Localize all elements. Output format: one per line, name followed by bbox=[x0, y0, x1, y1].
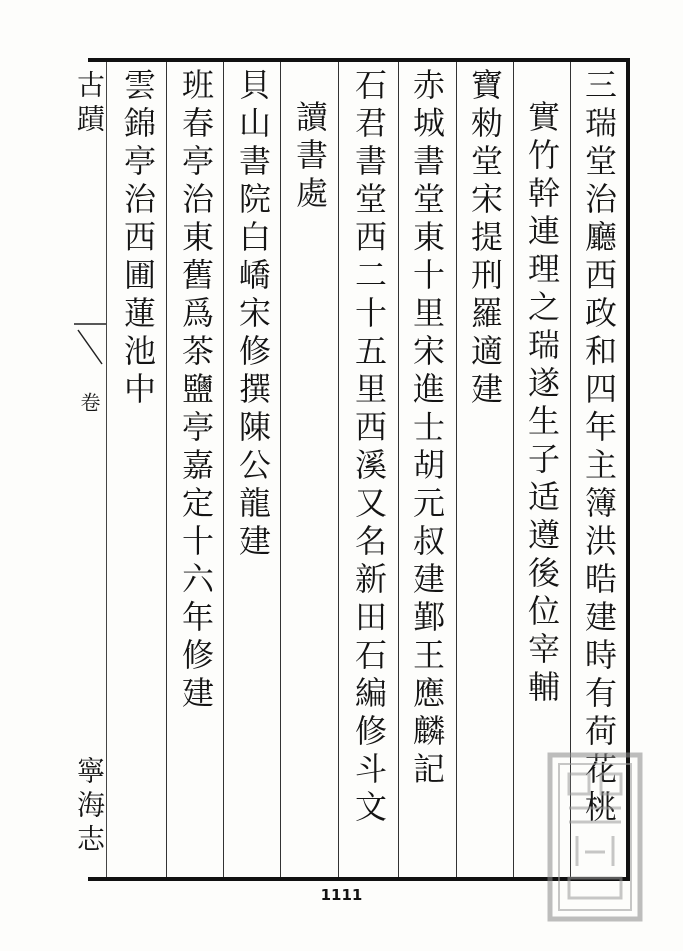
text-column-6 bbox=[289, 100, 331, 900]
column-divider bbox=[280, 62, 281, 877]
column-divider bbox=[513, 62, 514, 877]
page-number: 1111 bbox=[320, 886, 363, 904]
entry-heading: 讀書處 bbox=[291, 100, 329, 214]
text-column-9 bbox=[117, 68, 159, 868]
entry-heading: 雲錦亭 bbox=[119, 68, 157, 182]
entry-body: 治西圃蓮池中 bbox=[119, 182, 157, 410]
entry-heading: 赤城書堂 bbox=[408, 68, 446, 220]
text-column-3 bbox=[464, 68, 506, 868]
text-column-5 bbox=[348, 68, 390, 868]
entry-heading: 班春亭 bbox=[177, 68, 215, 182]
entry-heading: 貝山書院 bbox=[234, 68, 272, 220]
text-column-7 bbox=[232, 68, 274, 868]
text-column-8 bbox=[175, 68, 217, 868]
text-column-1 bbox=[578, 68, 620, 868]
margin-rule bbox=[106, 62, 107, 877]
entry-body: 西二十五里西溪又名新田石編修斗文 bbox=[350, 220, 388, 828]
margin-section-title: 古蹟 bbox=[73, 70, 106, 138]
entry-body: 白嶠宋修撰陳公龍建 bbox=[234, 220, 272, 562]
column-divider bbox=[456, 62, 457, 877]
frame-top-border bbox=[88, 58, 630, 62]
fish-tail-mark bbox=[72, 320, 108, 380]
margin-volume-mark: 卷 bbox=[77, 392, 101, 418]
text-column-4 bbox=[406, 68, 448, 868]
entry-heading: 寶勑堂 bbox=[466, 68, 504, 182]
margin-book-title: 寧海志 bbox=[73, 756, 106, 858]
entry-body-continued: 實竹幹連理之瑞遂生子适遵後位宰輔 bbox=[523, 100, 561, 708]
column-divider bbox=[338, 62, 339, 877]
entry-heading: 石君書堂 bbox=[350, 68, 388, 220]
entry-body: 治廳西政和四年主簿洪晧建時有荷花桃 bbox=[580, 182, 618, 828]
column-divider bbox=[223, 62, 224, 877]
entry-body: 治東舊爲茶鹽亭嘉定十六年修建 bbox=[177, 182, 215, 714]
entry-body: 宋提刑羅適建 bbox=[466, 182, 504, 410]
column-divider bbox=[398, 62, 399, 877]
entry-body: 東十里宋進士胡元叔建鄞王應麟記 bbox=[408, 220, 446, 790]
column-divider bbox=[166, 62, 167, 877]
entry-heading: 三瑞堂 bbox=[580, 68, 618, 182]
